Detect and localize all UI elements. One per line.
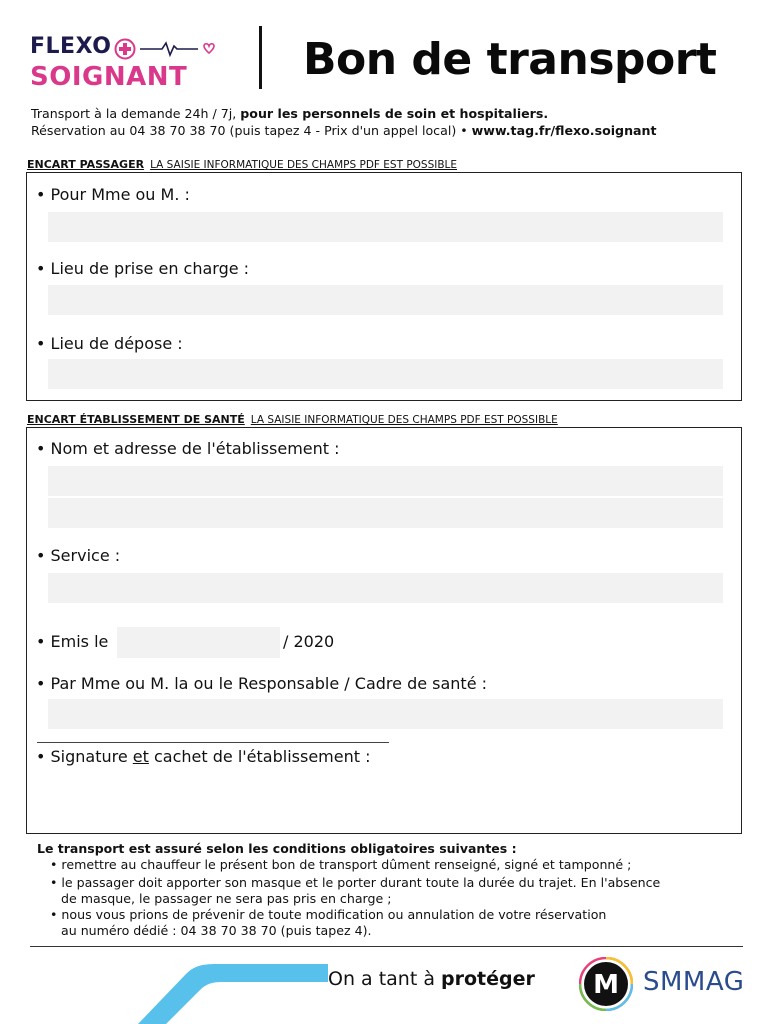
service-label: • Service :: [36, 546, 121, 565]
logo-text-flexo: FLEXO: [30, 34, 112, 59]
dropoff-location-input[interactable]: [48, 359, 723, 389]
emis-year: / 2020: [283, 632, 335, 651]
slogan: [328, 968, 535, 990]
intro-line-1: [31, 106, 548, 121]
intro-line-2-plain: Réservation au 04 38 70 38 70 (puis tapez 4 - Prix d'un appel local) •: [31, 123, 472, 138]
page-title: Bon de transport: [303, 34, 717, 85]
m-logo-letter: M: [593, 970, 619, 1000]
pickup-location-input[interactable]: [48, 285, 723, 315]
condition-1: • remettre au chauffeur le présent bon de transport dûment renseigné, signé et tamponné ;: [50, 857, 632, 872]
passenger-name-input[interactable]: [48, 212, 723, 242]
emis-date-input[interactable]: [117, 627, 280, 658]
signature-label-prefix: • Signature: [36, 747, 133, 766]
signature-label: [36, 747, 370, 766]
condition-3: • nous vous prions de prévenir de toute modification ou annulation de votre réservation: [50, 907, 607, 922]
smmag-logo: SMMAG: [643, 967, 745, 997]
establishment-name-label: • Nom et adresse de l'établissement :: [36, 439, 340, 458]
medical-cross-icon: [114, 38, 136, 60]
dropoff-location-label: • Lieu de dépose :: [36, 334, 183, 353]
heartbeat-icon: [140, 40, 220, 58]
decorative-swoosh-icon: [138, 962, 328, 1024]
passenger-name-label: • Pour Mme ou M. :: [36, 185, 190, 204]
pickup-location-label: • Lieu de prise en charge :: [36, 259, 250, 278]
logo-text-soignant: SOIGNANT: [30, 62, 188, 92]
emis-date-label: • Emis le: [36, 632, 109, 651]
footer-divider: [30, 946, 743, 947]
passenger-section-note: LA SAISIE INFORMATIQUE DES CHAMPS PDF EST POSSIBLE: [150, 159, 458, 171]
slogan-plain: On a tant à: [328, 968, 442, 990]
responsible-label: • Par Mme ou M. la ou le Responsable / Cadre de santé :: [36, 674, 488, 693]
signature-rule: [37, 742, 389, 743]
signature-label-underlined: et: [132, 747, 149, 766]
condition-2-cont: de masque, le passager ne sera pas pris en charge ;: [61, 891, 392, 906]
website-link[interactable]: www.tag.fr/flexo.soignant: [471, 123, 657, 138]
header-divider: [259, 26, 262, 89]
establishment-name-input-2[interactable]: [48, 498, 723, 528]
intro-line-2: [31, 123, 657, 138]
condition-3-cont: au numéro dédié : 04 38 70 38 70 (puis tapez 4).: [61, 923, 372, 938]
establishment-section-heading: [27, 413, 558, 426]
flexo-soignant-logo: [30, 34, 220, 94]
establishment-section-title: ENCART ÉTABLISSEMENT DE SANTÉ: [27, 413, 245, 426]
intro-line-1-plain: Transport à la demande 24h / 7j,: [31, 106, 241, 121]
condition-2: • le passager doit apporter son masque et le porter durant toute la durée du trajet. En l'absence: [50, 875, 661, 890]
establishment-section-note: LA SAISIE INFORMATIQUE DES CHAMPS PDF EST POSSIBLE: [250, 414, 558, 426]
slogan-bold: protéger: [441, 968, 535, 990]
intro-line-1-bold: pour les personnels de soin et hospitaliers.: [240, 106, 549, 121]
establishment-name-input-1[interactable]: [48, 466, 723, 496]
service-input[interactable]: [48, 573, 723, 603]
signature-label-suffix: cachet de l'établissement :: [148, 747, 371, 766]
responsible-input[interactable]: [48, 699, 723, 729]
m-transport-logo-icon: [579, 957, 633, 1011]
passenger-section-heading: [27, 158, 457, 171]
passenger-section-title: ENCART PASSAGER: [27, 158, 145, 171]
conditions-title: Le transport est assuré selon les conditions obligatoires suivantes :: [37, 841, 517, 856]
